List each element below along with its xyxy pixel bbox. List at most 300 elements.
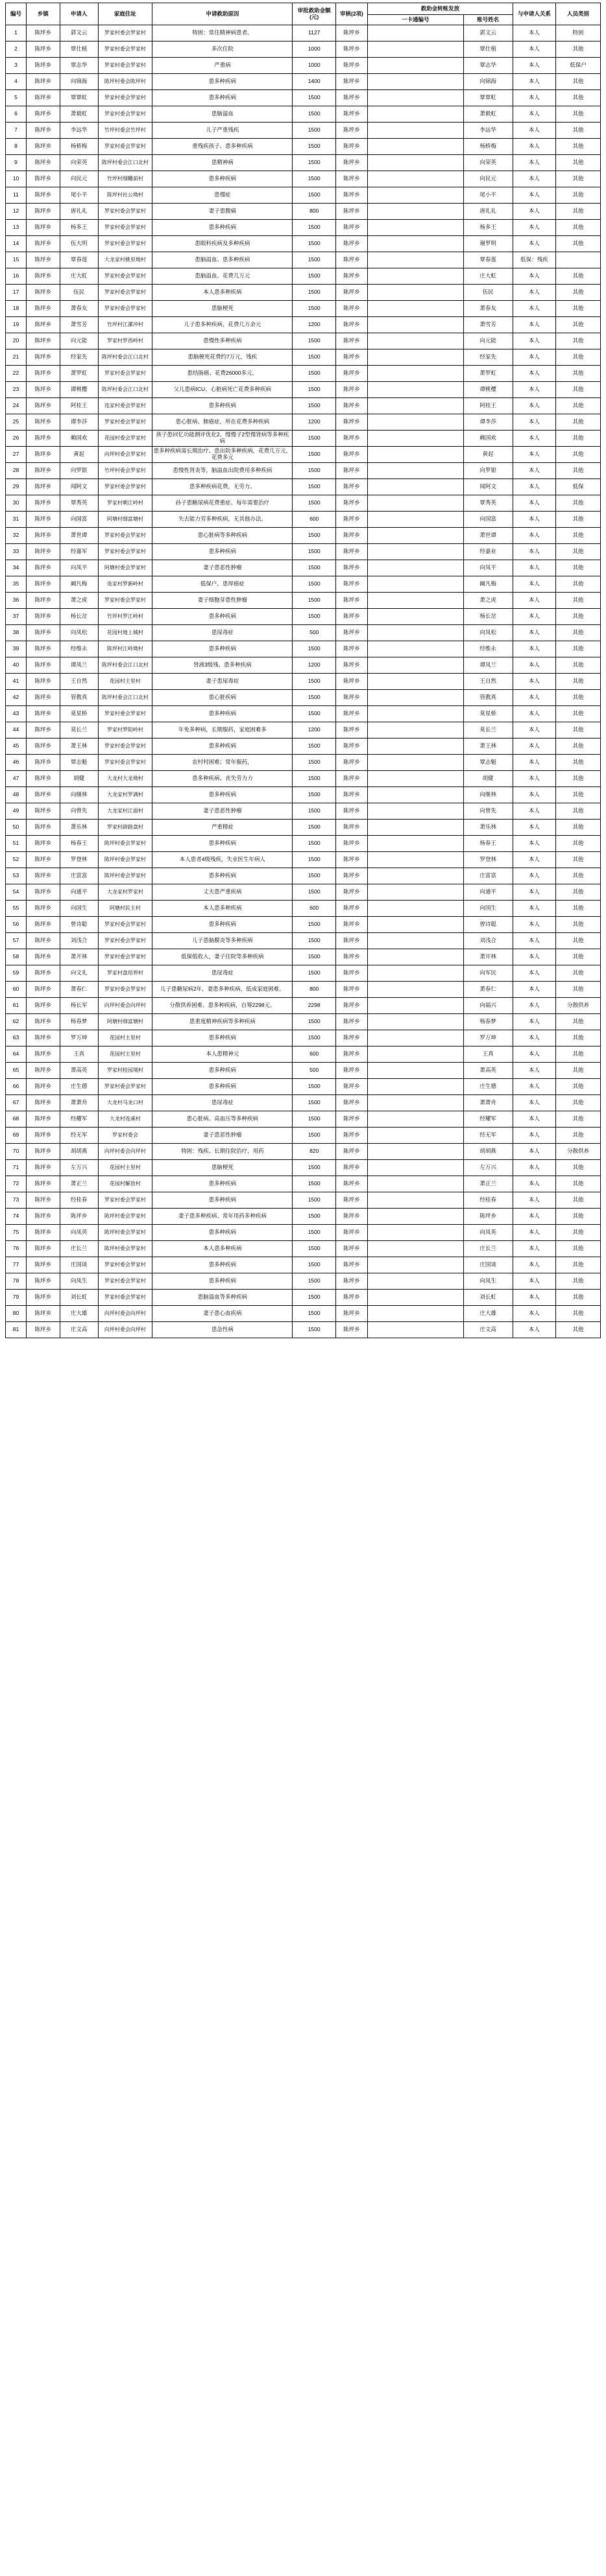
cell-card-no [368,560,464,576]
cell-applicant: 萧萧舟 [60,1095,98,1111]
cell-reason: 患脑梗死花费约7万元，残疾 [152,349,293,366]
cell-amount: 1500 [293,1306,335,1322]
cell-check: 陈坪乡 [335,90,367,106]
cell-card-no [368,657,464,674]
cell-account-name: 庄富富 [463,868,513,884]
cell-amount: 1500 [293,252,335,268]
cell-card-no [368,1306,464,1322]
cell-check: 陈坪乡 [335,1014,367,1030]
table-row [6,1322,601,1338]
cell-address: 罗家村委会罗家村 [98,106,152,123]
cell-card-no [368,1046,464,1063]
cell-reason: 患多种疾病 [152,1063,293,1079]
table-row [6,139,601,155]
cell-type: 其他 [556,1306,601,1322]
cell-address: 陈坪村委会罗家村 [98,1241,152,1257]
cell-card-no [368,787,464,803]
table-row [6,1144,601,1160]
cell-relation: 本人 [513,722,555,739]
cell-check: 陈坪乡 [335,544,367,560]
cell-check: 陈坪乡 [335,576,367,593]
cell-account-name: 莫星桥 [463,706,513,722]
cell-type: 其他 [556,787,601,803]
cell-no: 54 [6,884,27,901]
cell-applicant: 胡胡燕 [60,1144,98,1160]
cell-address: 罗家村委会罗家村 [98,414,152,431]
cell-town: 陈坪乡 [26,641,60,657]
cell-account-name: 王自然 [463,674,513,690]
cell-amount: 1500 [293,820,335,836]
cell-check: 陈坪乡 [335,171,367,187]
cell-type: 其他 [556,1257,601,1273]
table-row [6,690,601,706]
cell-address: 罗家村委会罗家村 [98,917,152,933]
cell-type: 其他 [556,1111,601,1128]
cell-check: 陈坪乡 [335,1128,367,1144]
cell-reason: 患眼科疾病及多种疾病 [152,236,293,252]
cell-relation: 本人 [513,1209,555,1225]
cell-relation: 本人 [513,220,555,236]
header-relation: 与申请人关系 [513,3,555,25]
cell-account-name: 庄国谈 [463,1257,513,1273]
cell-applicant: 王真 [60,1046,98,1063]
table-row [6,74,601,90]
cell-applicant: 庄大虹 [60,268,98,285]
cell-address: 陈坪村委会江口北村 [98,690,152,706]
cell-amount: 1500 [293,333,335,349]
cell-account-name: 覃覃虹 [463,90,513,106]
cell-town: 陈坪乡 [26,204,60,220]
cell-card-no [368,820,464,836]
cell-amount: 1500 [293,187,335,204]
cell-town: 陈坪乡 [26,25,60,41]
cell-reason: 儿子严重残疾 [152,123,293,139]
table-row [6,155,601,171]
cell-applicant: 经家先 [60,349,98,366]
cell-amount: 600 [293,1046,335,1063]
cell-type: 其他 [556,820,601,836]
cell-relation: 本人 [513,333,555,349]
cell-type: 其他 [556,171,601,187]
cell-address: 大龙村连溪村 [98,1111,152,1128]
cell-check: 陈坪乡 [335,25,367,41]
cell-account-name: 向继林 [463,787,513,803]
cell-amount: 1500 [293,803,335,820]
cell-card-no [368,771,464,787]
cell-relation: 本人 [513,123,555,139]
cell-address: 罗家村委会罗家村 [98,139,152,155]
cell-account-name: 向罗银 [463,463,513,479]
table-row [6,1241,601,1257]
cell-account-name: 覃志魁 [463,755,513,771]
cell-address: 罗家村委会罗家村 [98,1192,152,1209]
cell-applicant: 尾小平 [60,187,98,204]
cell-address: 阿塘村细富塘村 [98,512,152,528]
cell-amount: 1500 [293,1273,335,1290]
cell-applicant: 萧毅虹 [60,106,98,123]
cell-reason: 妻子患恶性肿瘤 [152,803,293,820]
table-row [6,657,601,674]
cell-address: 大龙村大龙坳村 [98,771,152,787]
cell-reason: 本人患多种疾病 [152,285,293,301]
cell-relation: 本人 [513,155,555,171]
cell-address: 向坪村委会向坪村 [98,998,152,1014]
cell-relation: 本人 [513,1192,555,1209]
cell-amount: 1500 [293,1128,335,1144]
cell-address: 连家村委会罗家村 [98,398,152,414]
cell-type: 其他 [556,917,601,933]
cell-card-no [368,123,464,139]
cell-account-name: 曾诗聪 [463,917,513,933]
cell-reason: 儿子患多种疾病，花费几万余元 [152,317,293,333]
cell-no: 66 [6,1079,27,1095]
cell-reason: 患心脏病等多种疾病 [152,528,293,544]
cell-relation: 本人 [513,463,555,479]
cell-applicant: 伍大明 [60,236,98,252]
cell-account-name: 萧雪芳 [463,317,513,333]
cell-applicant: 罗登林 [60,852,98,868]
cell-address: 花园村地上城村 [98,625,152,641]
cell-reason: 患多种疾病 [152,1225,293,1241]
cell-check: 陈坪乡 [335,1192,367,1209]
cell-reason: 低保户，患厚癌症 [152,576,293,593]
table-row [6,1192,601,1209]
cell-type: 其他 [556,625,601,641]
cell-town: 陈坪乡 [26,431,60,447]
cell-check: 陈坪乡 [335,901,367,917]
cell-card-no [368,495,464,512]
cell-reason: 儿子患糖尿病2年，妻患多种疾病，低成家庭困难。 [152,982,293,998]
table-row [6,755,601,771]
cell-reason: 分散供养困难、患多种疾病，自筹2298元。 [152,998,293,1014]
cell-account-name: 胡胡燕 [463,1144,513,1160]
cell-address: 罗家村委会罗家村 [98,949,152,965]
cell-applicant: 李远华 [60,123,98,139]
cell-address: 罗家村委会罗家村 [98,755,152,771]
cell-check: 陈坪乡 [335,447,367,463]
cell-no: 63 [6,1030,27,1046]
cell-type: 其他 [556,155,601,171]
cell-check: 陈坪乡 [335,739,367,755]
cell-no: 52 [6,852,27,868]
cell-address: 陈坪村委会江口北村 [98,155,152,171]
cell-address: 大龙家村桃里坳村 [98,252,152,268]
cell-amount: 1500 [293,739,335,755]
header-no: 编号 [6,3,27,25]
cell-no: 32 [6,528,27,544]
cell-account-name: 萧之虎 [463,593,513,609]
cell-amount: 1500 [293,171,335,187]
cell-applicant: 庄文高 [60,1322,98,1338]
cell-amount: 2298 [293,998,335,1014]
cell-type: 其他 [556,1273,601,1290]
table-row [6,1160,601,1176]
cell-relation: 本人 [513,625,555,641]
cell-check: 陈坪乡 [335,301,367,317]
cell-card-no [368,1241,464,1257]
cell-town: 陈坪乡 [26,787,60,803]
cell-address: 罗家村委会罗家村 [98,301,152,317]
table-row [6,965,601,982]
cell-applicant: 向国生 [60,901,98,917]
cell-no: 55 [6,901,27,917]
cell-no: 65 [6,1063,27,1079]
cell-check: 陈坪乡 [335,787,367,803]
cell-check: 陈坪乡 [335,1144,367,1160]
cell-amount: 1500 [293,1322,335,1338]
cell-no: 69 [6,1128,27,1144]
cell-reason: 患多种疾病 [152,1192,293,1209]
cell-amount: 1500 [293,593,335,609]
cell-card-no [368,641,464,657]
table-row [6,1128,601,1144]
cell-check: 陈坪乡 [335,528,367,544]
cell-type: 分散供养 [556,998,601,1014]
cell-account-name: 庄长兰 [463,1241,513,1257]
cell-applicant: 向罗银 [60,463,98,479]
cell-relation: 本人 [513,803,555,820]
cell-check: 陈坪乡 [335,431,367,447]
cell-card-no [368,1144,464,1160]
table-row [6,1257,601,1273]
cell-applicant: 莫长兰 [60,722,98,739]
cell-applicant: 庄国谈 [60,1257,98,1273]
cell-town: 陈坪乡 [26,1257,60,1273]
cell-account-name: 刘浅合 [463,933,513,949]
cell-address: 罗家村委会罗家村 [98,268,152,285]
cell-no: 10 [6,171,27,187]
cell-card-no [368,41,464,58]
cell-check: 陈坪乡 [335,1209,367,1225]
cell-applicant: 庄大雄 [60,1306,98,1322]
cell-relation: 本人 [513,171,555,187]
cell-applicant: 杨春梦 [60,1014,98,1030]
cell-applicant: 左万兴 [60,1160,98,1176]
cell-relation: 本人 [513,187,555,204]
cell-no: 50 [6,820,27,836]
cell-applicant: 刘长虹 [60,1290,98,1306]
cell-amount: 1500 [293,1111,335,1128]
cell-address: 罗家村盘用界村 [98,965,152,982]
cell-relation: 本人 [513,398,555,414]
cell-check: 陈坪乡 [335,771,367,787]
cell-no: 1 [6,25,27,41]
cell-card-no [368,706,464,722]
cell-amount: 1500 [293,155,335,171]
cell-no: 25 [6,414,27,431]
cell-town: 陈坪乡 [26,1290,60,1306]
cell-town: 陈坪乡 [26,690,60,706]
table-row [6,593,601,609]
cell-type: 其他 [556,204,601,220]
cell-card-no [368,512,464,528]
cell-town: 陈坪乡 [26,382,60,398]
cell-no: 78 [6,1273,27,1290]
cell-relation: 本人 [513,787,555,803]
cell-account-name: 覃春莲 [463,252,513,268]
cell-check: 陈坪乡 [335,933,367,949]
cell-check: 陈坪乡 [335,1273,367,1290]
cell-check: 陈坪乡 [335,917,367,933]
cell-reason: 患慢性肾炎等，脑溢血出院费用多种疾病 [152,463,293,479]
header-transfer-group: 救助金转账发放 [368,3,513,15]
cell-check: 陈坪乡 [335,1046,367,1063]
cell-card-no [368,1225,464,1241]
cell-type: 其他 [556,836,601,852]
cell-card-no [368,463,464,479]
cell-town: 陈坪乡 [26,463,60,479]
cell-amount: 1500 [293,106,335,123]
cell-town: 陈坪乡 [26,1111,60,1128]
cell-check: 陈坪乡 [335,803,367,820]
table-row [6,90,601,106]
cell-relation: 本人 [513,836,555,852]
cell-town: 陈坪乡 [26,1095,60,1111]
cell-type: 其他 [556,1079,601,1095]
cell-town: 陈坪乡 [26,560,60,576]
table-row [6,1079,601,1095]
cell-type: 其他 [556,220,601,236]
table-row [6,301,601,317]
cell-account-name: 经嘉业 [463,544,513,560]
cell-amount: 1500 [293,1257,335,1273]
cell-check: 陈坪乡 [335,495,367,512]
cell-applicant: 向国富 [60,512,98,528]
cell-card-no [368,236,464,252]
header-type: 人员类别 [556,3,601,25]
cell-amount: 1500 [293,479,335,495]
cell-applicant: 向文礼 [60,965,98,982]
cell-amount: 1500 [293,1095,335,1111]
cell-account-name: 陈坪乡 [463,1209,513,1225]
cell-type: 其他 [556,463,601,479]
table-row [6,220,601,236]
cell-amount: 1500 [293,382,335,398]
cell-town: 陈坪乡 [26,917,60,933]
cell-amount: 1500 [293,90,335,106]
cell-card-no [368,1079,464,1095]
cell-type: 其他 [556,528,601,544]
cell-town: 陈坪乡 [26,123,60,139]
cell-account-name: 唐礼礼 [463,204,513,220]
cell-card-no [368,1160,464,1176]
cell-check: 陈坪乡 [335,41,367,58]
cell-type: 其他 [556,690,601,706]
cell-account-name: 赖国欢 [463,431,513,447]
cell-no: 64 [6,1046,27,1063]
cell-town: 陈坪乡 [26,1176,60,1192]
cell-check: 陈坪乡 [335,625,367,641]
cell-address: 连家村罗新岭村 [98,576,152,593]
cell-amount: 600 [293,901,335,917]
cell-reason: 患脑溢血等多种疾病 [152,1290,293,1306]
cell-no: 8 [6,139,27,155]
cell-town: 陈坪乡 [26,609,60,625]
cell-no: 80 [6,1306,27,1322]
table-row [6,1306,601,1322]
cell-check: 陈坪乡 [335,998,367,1014]
cell-type: 其他 [556,398,601,414]
cell-reason: 父儿患病ICU、心脏病死亡花费多种疾病 [152,382,293,398]
cell-relation: 本人 [513,901,555,917]
cell-account-name: 经桂春 [463,1192,513,1209]
cell-account-name: 向通平 [463,884,513,901]
cell-applicant: 杨春王 [60,836,98,852]
cell-account-name: 谭李莎 [463,414,513,431]
cell-type: 其他 [556,366,601,382]
cell-check: 陈坪乡 [335,382,367,398]
table-row [6,285,601,301]
cell-card-no [368,382,464,398]
cell-account-name: 向国富 [463,512,513,528]
cell-no: 72 [6,1176,27,1192]
cell-address: 罗家村罗西岭村 [98,333,152,349]
cell-type: 其他 [556,544,601,560]
cell-card-no [368,884,464,901]
cell-applicant: 向民元 [60,171,98,187]
cell-reason: 农村村困难；常年服药， [152,755,293,771]
cell-town: 陈坪乡 [26,998,60,1014]
cell-check: 陈坪乡 [335,820,367,836]
cell-relation: 本人 [513,982,555,998]
cell-no: 3 [6,58,27,74]
table-row [6,722,601,739]
cell-no: 4 [6,74,27,90]
header-address: 家庭住址 [98,3,152,25]
cell-amount: 1500 [293,884,335,901]
cell-card-no [368,998,464,1014]
cell-check: 陈坪乡 [335,349,367,366]
cell-no: 21 [6,349,27,366]
table-row [6,512,601,528]
cell-type: 其他 [556,609,601,625]
cell-town: 陈坪乡 [26,1014,60,1030]
cell-type: 其他 [556,965,601,982]
cell-town: 陈坪乡 [26,1225,60,1241]
cell-no: 24 [6,398,27,414]
table-row [6,349,601,366]
cell-card-no [368,836,464,852]
cell-reason: 患多种疾病需长期治疗、患出院多种疾病，花费几万元，花费多元 [152,447,293,463]
cell-account-name: 覃志华 [463,58,513,74]
cell-check: 陈坪乡 [335,1225,367,1241]
cell-town: 陈坪乡 [26,1079,60,1095]
cell-card-no [368,90,464,106]
cell-amount: 1500 [293,1192,335,1209]
cell-address: 罗家村朝江岭村 [98,495,152,512]
cell-type: 其他 [556,106,601,123]
cell-address: 陈坪村委会罗家村 [98,1209,152,1225]
cell-applicant: 覃志魁 [60,755,98,771]
cell-type: 其他 [556,593,601,609]
cell-amount: 1500 [293,220,335,236]
cell-no: 67 [6,1095,27,1111]
cell-type: 其他 [556,90,601,106]
cell-card-no [368,803,464,820]
cell-check: 陈坪乡 [335,1306,367,1322]
table-row [6,1046,601,1063]
cell-town: 陈坪乡 [26,820,60,836]
cell-reason: 患多种疾病 [152,868,293,884]
cell-no: 76 [6,1241,27,1257]
cell-no: 49 [6,803,27,820]
cell-address: 罗家村委会罗家村 [98,544,152,560]
cell-town: 陈坪乡 [26,528,60,544]
cell-address: 罗家村委会罗家村 [98,933,152,949]
cell-card-no [368,1273,464,1290]
cell-no: 19 [6,317,27,333]
cell-reason: 特困：常住精神病患者。 [152,25,293,41]
